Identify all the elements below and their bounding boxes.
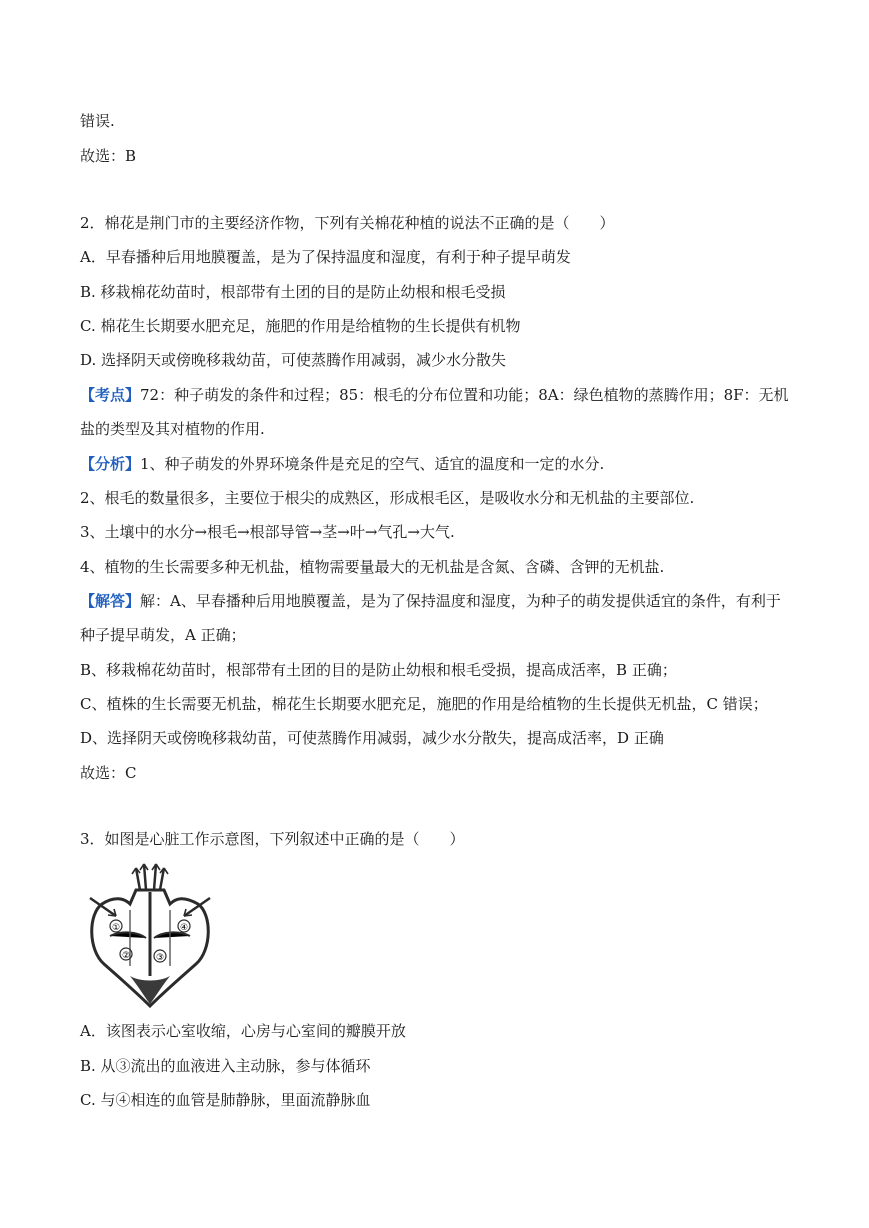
q2-answer: 故选：C [80,764,137,782]
label-3: ③ [155,953,165,963]
q3-option-a: A．该图表示心室收缩，心房与心室间的瓣膜开放 [80,1022,406,1040]
fenxi-text: 1、种子萌发的外界环境条件是充足的空气、适宜的温度和一定的水分. [140,455,605,473]
jieda-tag: 【解答】 [80,592,141,610]
q3-option-b: B. 从③流出的血液进入主动脉，参与体循环 [80,1057,371,1075]
q2-option-c: C. 棉花生长期要水肥充足，施肥的作用是给植物的生长提供有机物 [80,317,521,335]
prev-text: 错误. [80,112,115,130]
q2-kaodian-cont: 盐的类型及其对植物的作用. [80,420,265,438]
q2-option-a: A．早春播种后用地膜覆盖，是为了保持温度和湿度，有利于种子提早萌发 [80,248,571,266]
q2-jieda-line: D、选择阴天或傍晚移栽幼苗，可使蒸腾作用减弱，减少水分散失，提高成活率，D 正确 [80,729,664,747]
q2-fenxi-line: 2、根毛的数量很多，主要位于根尖的成熟区，形成根毛区，是吸收水分和无机盐的主要部位. [80,489,695,507]
fenxi-tag: 【分析】 [80,455,141,473]
q2-kaodian [80,385,789,405]
q2-stem: 2．棉花是荆门市的主要经济作物，下列有关棉花种植的说法不正确的是（ ） [80,214,615,232]
label-1: ① [111,923,121,933]
q2-fenxi-line: 4、植物的生长需要多种无机盐，植物需要量最大的无机盐是含氮、含磷、含钾的无机盐. [80,558,665,576]
q2-jieda [80,591,781,611]
label-4: ④ [179,923,189,933]
jieda-text: 解：A、早春播种后用地膜覆盖，是为了保持温度和湿度，为种子的萌发提供适宜的条件，有利于 [140,592,781,610]
heart-diagram [80,858,220,1010]
q3-option-c: C. 与④相连的血管是肺静脉，里面流静脉血 [80,1091,371,1109]
q2-option-d: D. 选择阴天或傍晚移栽幼苗，可使蒸腾作用减弱，减少水分散失 [80,351,507,369]
q2-jieda-line: B、移栽棉花幼苗时，根部带有土团的目的是防止幼根和根毛受损，提高成活率，B 正确； [80,661,677,679]
label-2: ② [121,951,131,961]
kaodian-text: 72：种子萌发的条件和过程；85：根毛的分布位置和功能；8A：绿色植物的蒸腾作用；8F：无机 [140,386,789,404]
q2-option-b: B. 移栽棉花幼苗时，根部带有土团的目的是防止幼根和根毛受损 [80,283,506,301]
q2-fenxi-line: 3、土壤中的水分→根毛→根部导管→茎→叶→气孔→大气. [80,523,455,541]
q2-fenxi [80,454,604,474]
kaodian-tag: 【考点】 [80,386,141,404]
q2-jieda-line: 种子提早萌发，A 正确； [80,626,246,644]
q3-stem: 3．如图是心脏工作示意图，下列叙述中正确的是（ ） [80,830,465,848]
prev-answer: 故选：B [80,147,137,165]
q2-jieda-line: C、植株的生长需要无机盐，棉花生长期要水肥充足，施肥的作用是给植物的生长提供无机盐，C 错误； [80,695,768,713]
